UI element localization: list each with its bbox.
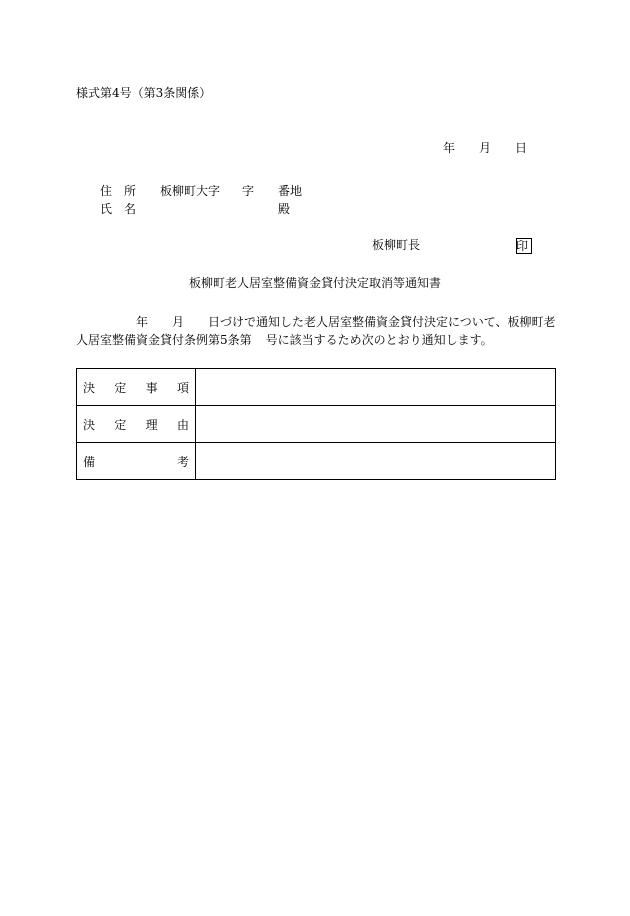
table-row [77, 443, 556, 480]
seal-char: 印 [515, 239, 528, 253]
decision-matters-value[interactable] [196, 369, 556, 406]
address-label-char-2: 所 [124, 184, 137, 198]
seal-box [516, 238, 532, 254]
name-label-char-2: 名 [124, 202, 137, 216]
label-char: 定 [114, 417, 127, 432]
row-label-decision-matters [77, 369, 196, 406]
table-row [77, 406, 556, 443]
decision-table [76, 368, 556, 480]
document-title: 板柳町老人居室整備資金貸付決定取消等通知書 [188, 276, 441, 290]
aza-label: 字 [242, 184, 255, 198]
label-char: 項 [176, 380, 189, 395]
label-char: 備 [83, 454, 96, 469]
banchi-label: 番地 [278, 184, 303, 198]
body-month: 月 [172, 315, 185, 329]
form-number: 様式第4号（第3条関係） [76, 86, 212, 100]
label-char: 決 [83, 417, 96, 432]
row-label-remarks [77, 443, 196, 480]
remarks-value[interactable] [196, 443, 556, 480]
label-char: 考 [176, 454, 189, 469]
label-char: 決 [83, 380, 96, 395]
label-char: 定 [114, 380, 127, 395]
table-row [77, 369, 556, 406]
issuer-title: 板柳町長 [372, 238, 421, 252]
body-line-1-text: 日づけで通知した老人居室整備資金貸付決定について、板柳町老 [208, 315, 556, 329]
body-line-1 [76, 313, 566, 331]
label-char: 由 [176, 417, 189, 432]
address-value: 板柳町大字 [160, 184, 221, 198]
date-year-label: 年 [443, 141, 456, 155]
date-day-label: 日 [515, 141, 528, 155]
date-line [443, 141, 527, 155]
body-line-2-text-a: 人居室整備資金貸付条例第5条第 [76, 333, 252, 347]
body-paragraph [76, 313, 566, 349]
date-month-label: 月 [479, 141, 492, 155]
decision-reason-value[interactable] [196, 406, 556, 443]
body-line-2 [76, 331, 566, 349]
row-label-decision-reason [77, 406, 196, 443]
address-label-char-1: 住 [100, 184, 113, 198]
label-char: 理 [145, 417, 158, 432]
body-line-2-text-b: 号に該当するため次のとおり通知します。 [265, 333, 493, 347]
name-label-char-1: 氏 [100, 202, 113, 216]
body-year: 年 [136, 315, 149, 329]
label-char: 事 [145, 380, 158, 395]
honorific: 殿 [278, 202, 291, 216]
